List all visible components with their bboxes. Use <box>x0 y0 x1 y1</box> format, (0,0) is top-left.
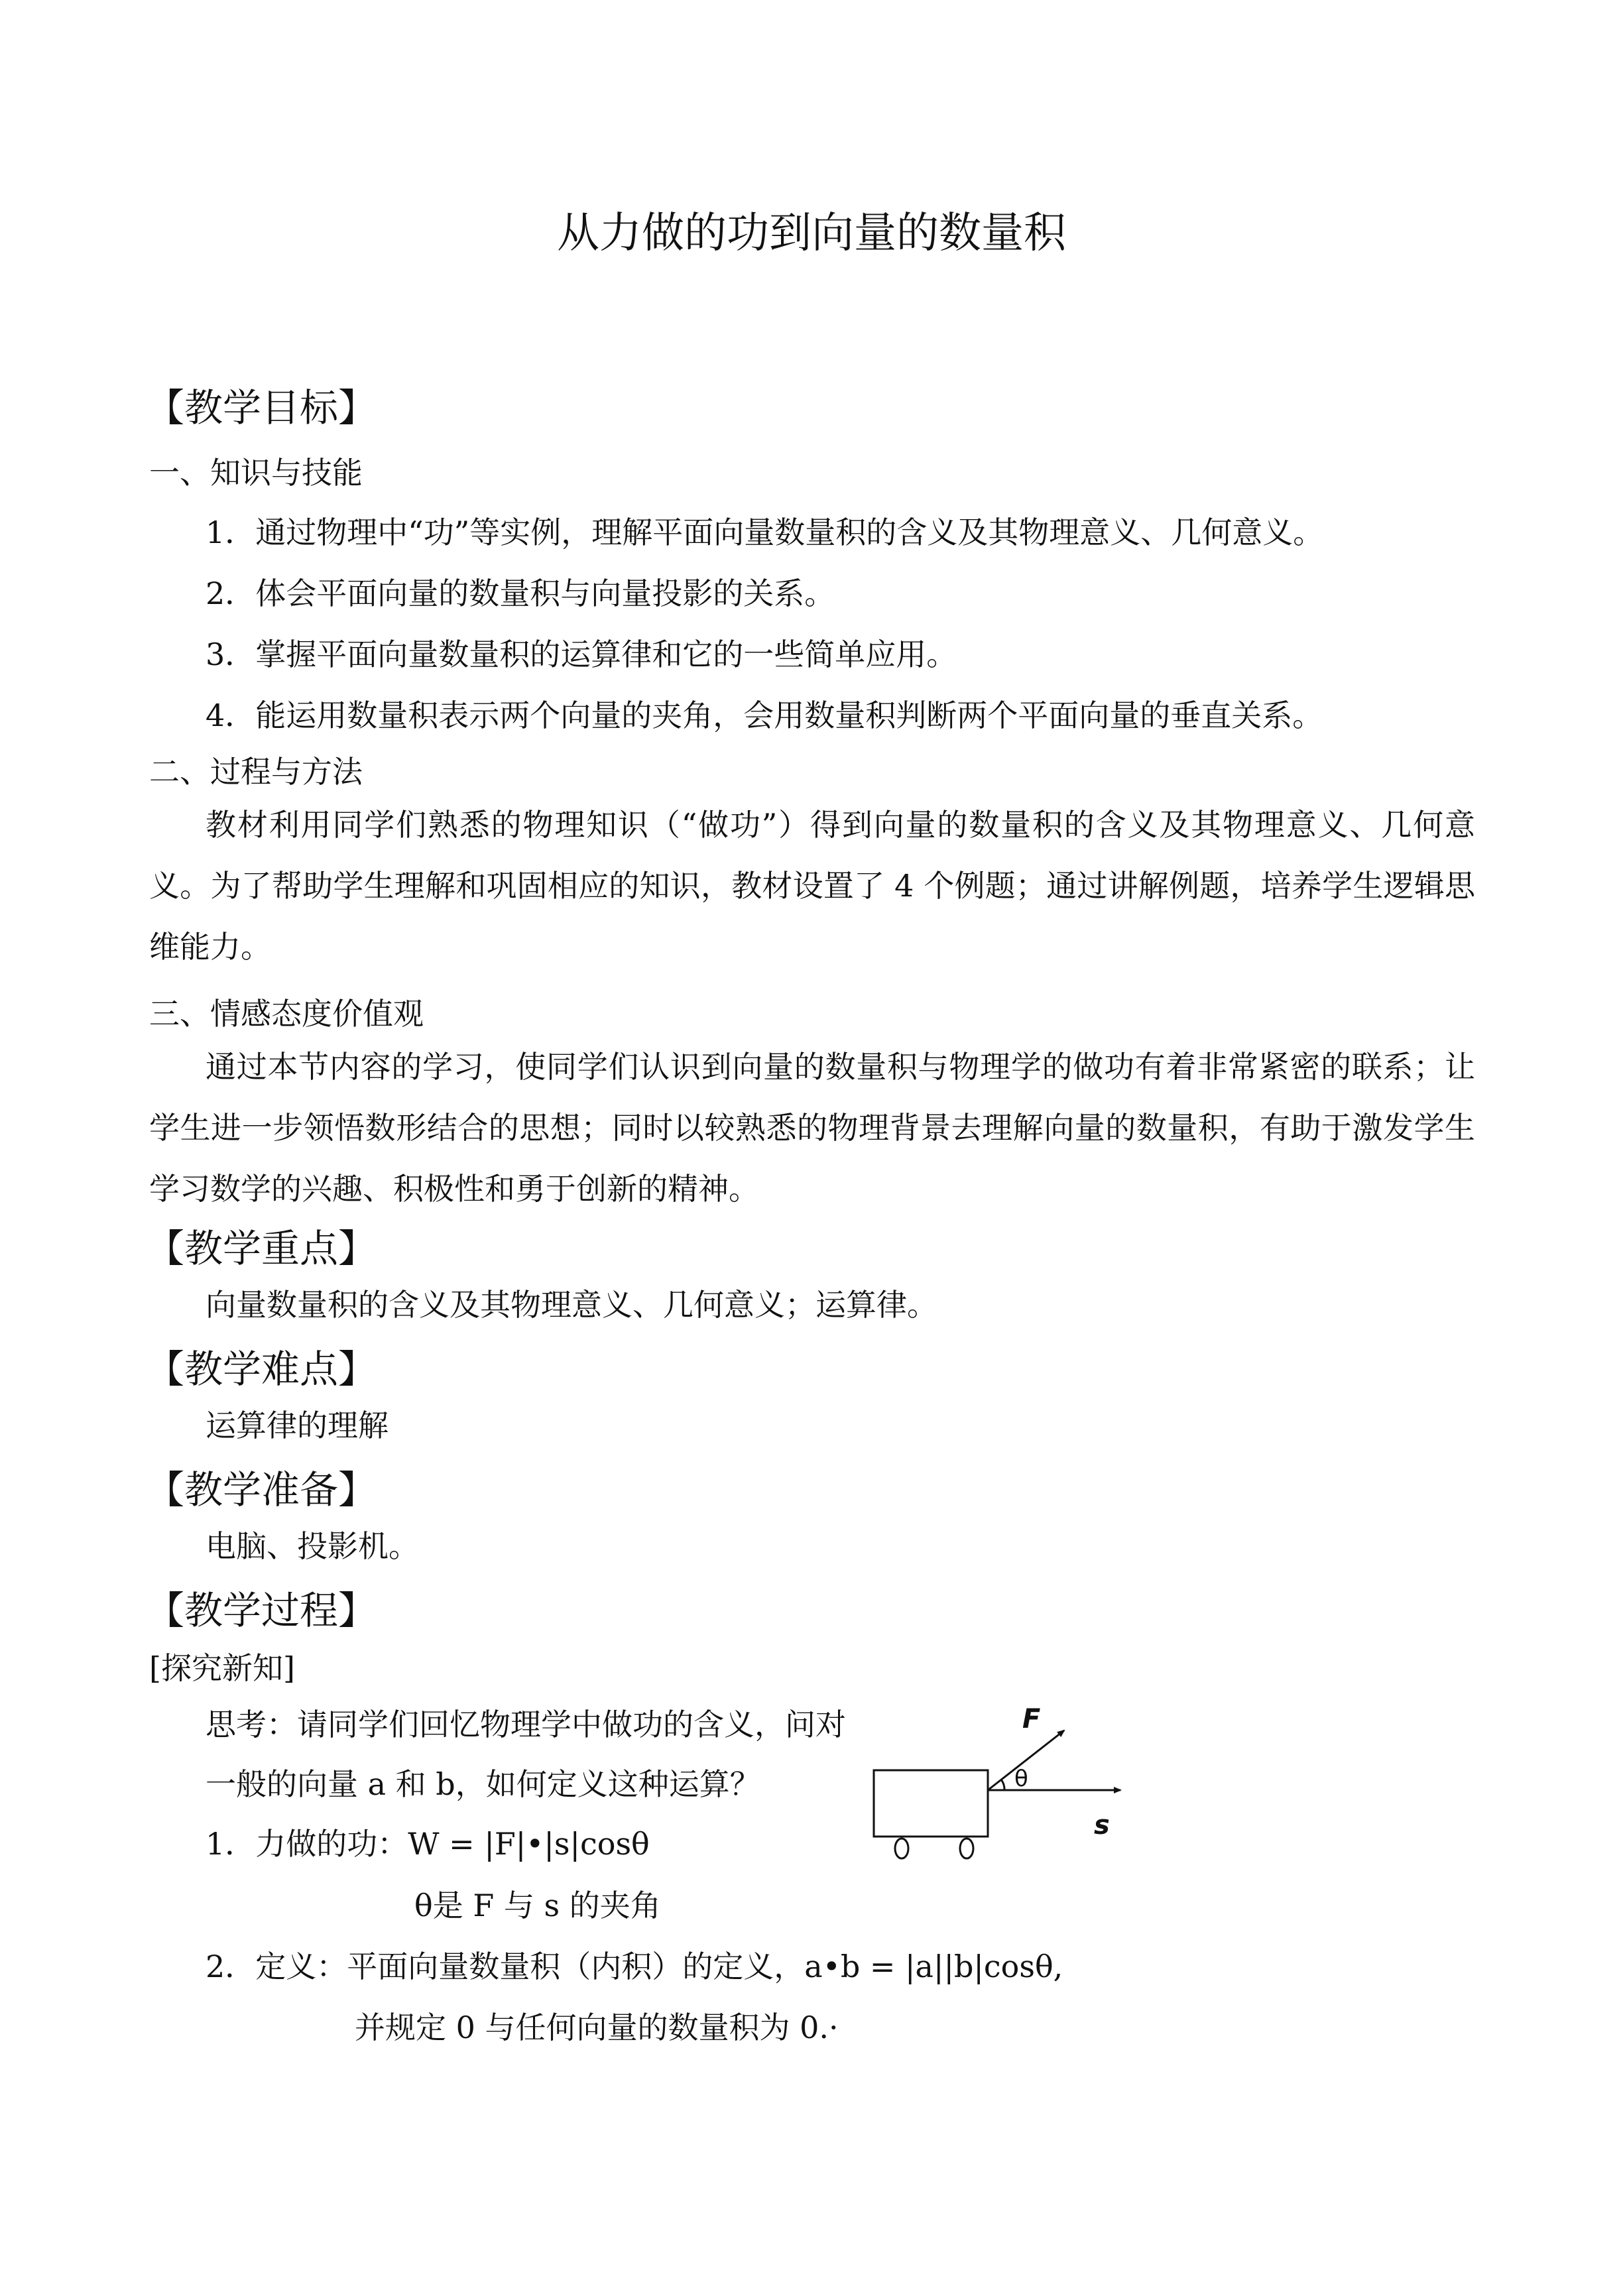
objective-item-2: 2．体会平面向量的数量积与向量投影的关系。 <box>206 575 835 611</box>
zero-rule: 并规定 0 与任何向量的数量积为 0.· <box>355 2010 839 2045</box>
work-diagram-svg <box>869 1704 1147 1883</box>
procedure-heading: 【教学过程】 <box>146 1588 377 1633</box>
objective-item-1: 1．通过物理中“功”等实例，理解平面向量数量积的含义及其物理意义、几何意义。 <box>206 514 1324 550</box>
angle-label: θ <box>1014 1766 1028 1792</box>
displacement-label: s <box>1094 1810 1110 1841</box>
work-formula: 1．力做的功：W = |F|•|s|cosθ <box>206 1826 650 1862</box>
process-method-heading: 二、过程与方法 <box>149 754 363 790</box>
difficulties-heading: 【教学难点】 <box>146 1347 377 1392</box>
think-line-2: 一般的向量 a 和 b，如何定义这种运算？ <box>206 1766 760 1802</box>
key-points-text: 向量数量积的含义及其物理意义、几何意义；运算律。 <box>206 1287 937 1323</box>
work-diagram <box>869 1704 1147 1883</box>
objectives-heading: 【教学目标】 <box>146 385 377 430</box>
angle-arc <box>1001 1780 1004 1790</box>
objective-item-3: 3．掌握平面向量数量积的运算律和它的一些简单应用。 <box>206 636 957 672</box>
difficulties-text: 运算律的理解 <box>206 1408 389 1443</box>
attitude-values-paragraph: 通过本节内容的学习，使同学们认识到向量的数量积与物理学的做功有着非常紧密的联系；让学生进一步领悟数形结合的思想；同时以较熟悉的物理背景去理解向量的数量积，有助于激发学生学习数学的兴趣、积极性和勇于创新的精神。 <box>149 1049 1475 1207</box>
preparation-heading: 【教学准备】 <box>146 1467 377 1512</box>
preparation-text: 电脑、投影机。 <box>206 1528 419 1564</box>
knowledge-skills-heading: 一、知识与技能 <box>149 455 363 491</box>
process-method-paragraph: 教材利用同学们熟悉的物理知识（“做功”）得到向量的数量积的含义及其物理意义、几何意义。为了帮助学生理解和巩固相应的知识，教材设置了 4 个例题；通过讲解例题，培养学生逻辑思维能力。 <box>149 807 1475 965</box>
attitude-values-heading: 三、情感态度价值观 <box>149 996 424 1032</box>
page-title: 从力做的功到向量的数量积 <box>557 209 1066 258</box>
key-points-heading: 【教学重点】 <box>146 1226 377 1271</box>
angle-note: θ是 F 与 s 的夹角 <box>414 1888 661 1923</box>
explore-label: [探究新知] <box>149 1650 295 1686</box>
cart-wheel-left <box>895 1839 908 1858</box>
cart-wheel-right <box>960 1839 973 1858</box>
think-line-1: 思考：请同学们回忆物理学中做功的含义，问对 <box>206 1707 846 1742</box>
definition-line: 2．定义：平面向量数量积（内积）的定义，a•b = |a||b|cosθ, <box>206 1949 1063 1984</box>
force-label: F <box>1022 1704 1041 1734</box>
objective-item-4: 4．能运用数量积表示两个向量的夹角，会用数量积判断两个平面向量的垂直关系。 <box>206 697 1323 733</box>
cart-body <box>874 1770 988 1837</box>
